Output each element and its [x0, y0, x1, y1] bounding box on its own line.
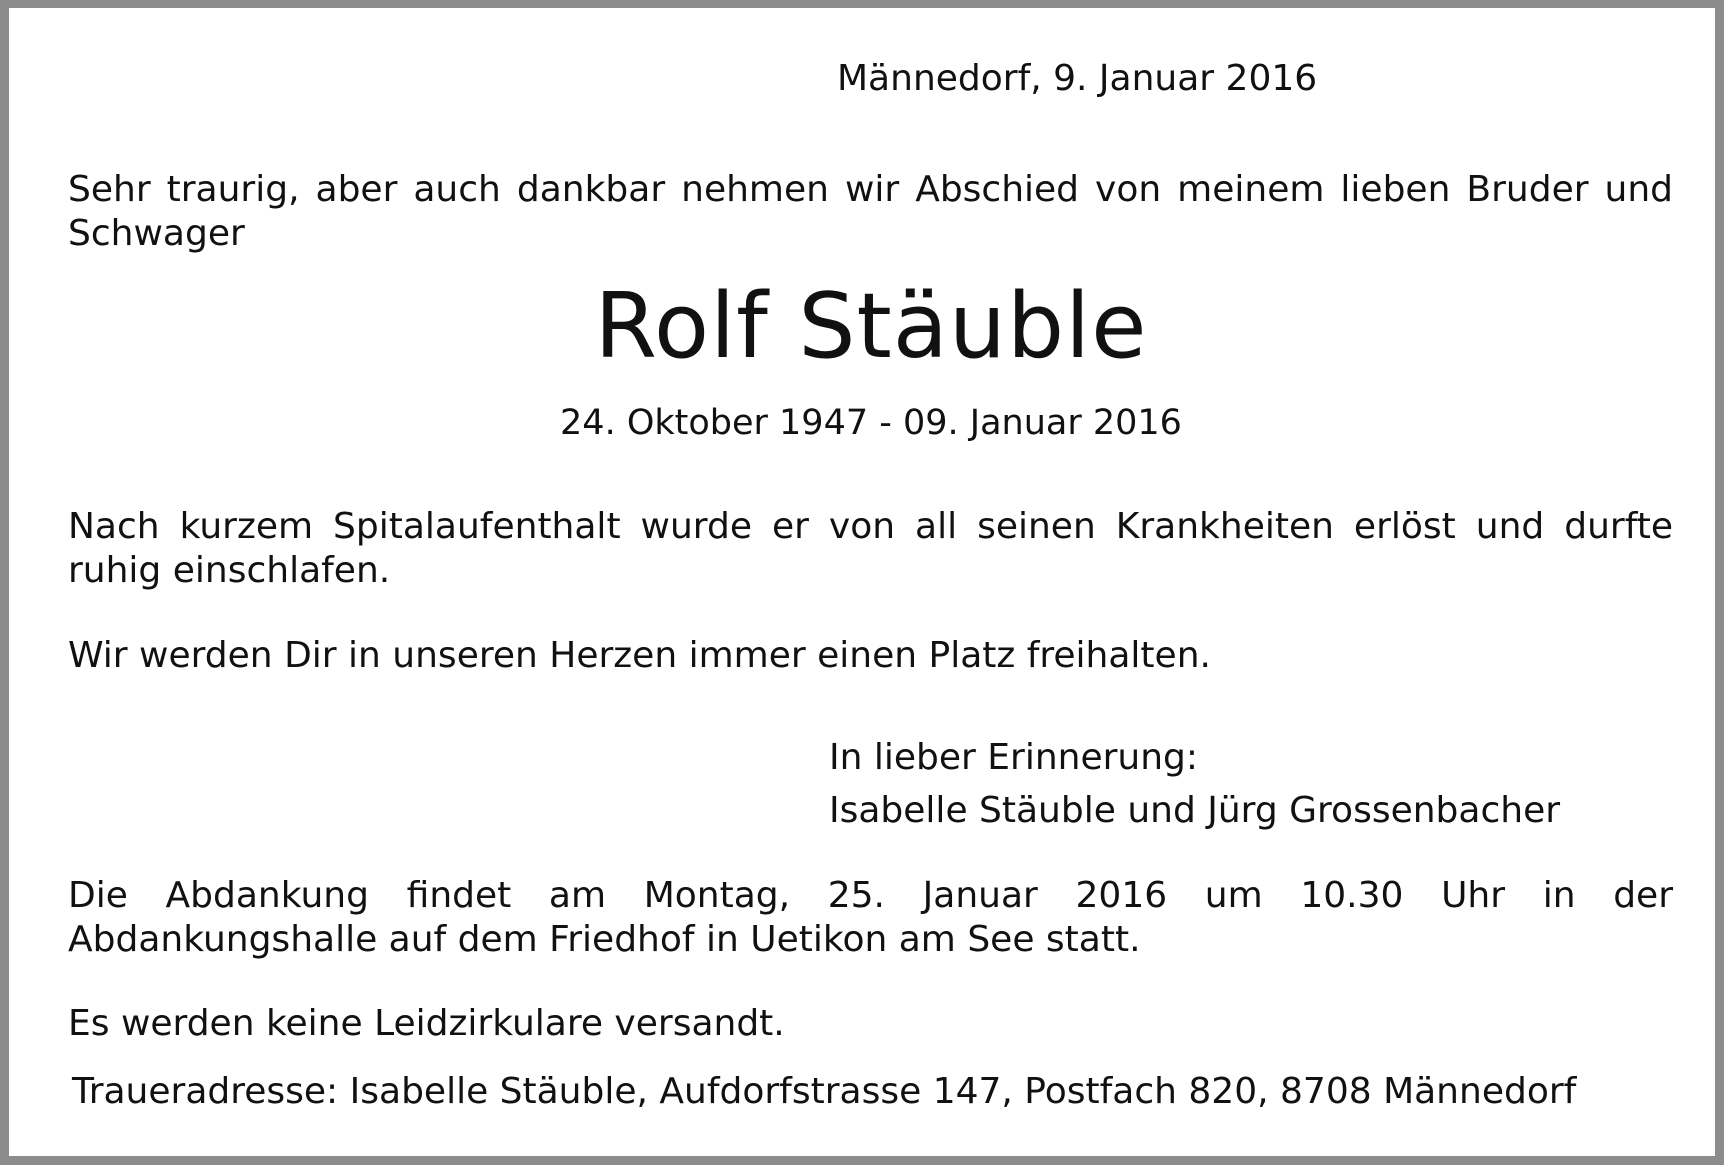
mourning-address: Traueradresse: Isabelle Stäuble, Aufdorfstrasse 147, Postfach 820, 8708 Männedorf — [72, 1071, 1577, 1112]
paragraph-no-circulars: Es werden keine Leidzirkulare versandt. — [68, 1003, 785, 1044]
deceased-name: Rolf Stäuble — [594, 274, 1148, 379]
paragraph-hospital: Nach kurzem Spitalaufenthalt wurde er von all seinen Krankheiten erlöst und durfte ruhig einschlafen. — [68, 506, 1673, 591]
intro-text: Sehr traurig, aber auch dankbar nehmen wir Abschied von meinem lieben Bruder und Schwager — [68, 169, 1673, 254]
paragraph-remembrance: Wir werden Dir in unseren Herzen immer einen Platz freihalten. — [68, 635, 1211, 676]
signatories: Isabelle Stäuble und Jürg Grossenbacher — [829, 790, 1561, 831]
paragraph-funeral: Die Abdankung findet am Montag, 25. Januar 2016 um 10.30 Uhr in der Abdankungshalle auf dem Friedhof in Uetikon am See statt. — [68, 875, 1673, 960]
life-dates: 24. Oktober 1947 - 09. Januar 2016 — [560, 403, 1182, 443]
place-date: Männedorf, 9. Januar 2016 — [837, 58, 1318, 99]
closing-label: In lieber Erinnerung: — [829, 737, 1199, 778]
